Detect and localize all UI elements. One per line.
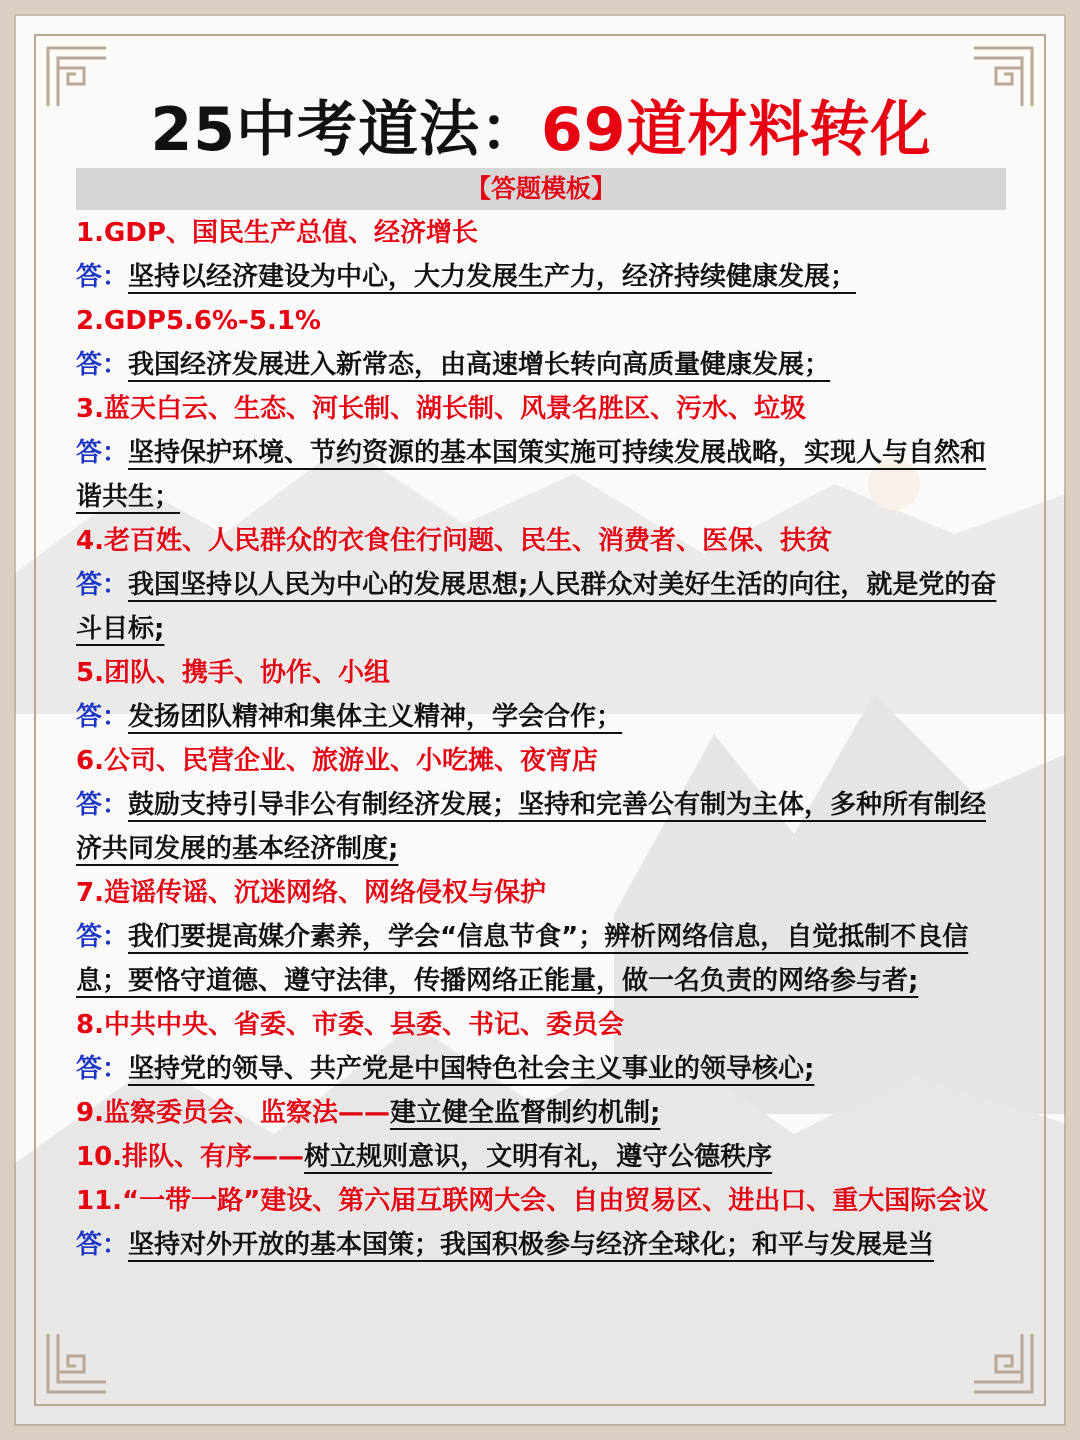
- question-text: 1.GDP、国民生产总值、经济增长: [76, 218, 478, 248]
- question-text: 10.排队、有序——: [76, 1142, 305, 1172]
- answer-text: 我国经济发展进入新常态，由高速增长转向高质量健康发展；: [128, 350, 831, 380]
- question-line: [76, 299, 1006, 343]
- answer-text: 鼓励支持引导非公有制经济发展；坚持和完善公有制为主体，多种所有制经济共同发展的基本经济制度;: [76, 790, 987, 864]
- answer-line: [76, 783, 1006, 871]
- inline-qa-line: [76, 1091, 1006, 1135]
- qa-list: [76, 211, 1006, 1267]
- answer-line: [76, 1047, 1006, 1091]
- answer-line: [76, 255, 1006, 299]
- corner-ornament-icon: [44, 1330, 110, 1396]
- question-line: [76, 651, 1006, 695]
- answer-text: 发扬团队精神和集体主义精神，学会合作；: [128, 702, 623, 732]
- answer-text: 我国坚持以人民为中心的发展思想;人民群众对美好生活的向往，就是党的奋斗目标;: [76, 570, 997, 644]
- answer-text: 坚持对外开放的基本国策；我国积极参与经济全球化；和平与发展是当: [128, 1230, 935, 1260]
- answer-text: 坚持以经济建设为中心，大力发展生产力，经济持续健康发展；: [128, 262, 857, 292]
- answer-text: 坚持保护环境、节约资源的基本国策实施可持续发展战略，实现人与自然和谐共生；: [76, 438, 987, 512]
- corner-ornament-icon: [970, 1330, 1036, 1396]
- question-line: [76, 211, 1006, 255]
- answer-label: 答：: [76, 1230, 129, 1260]
- title-red-part: 69道材料转化: [541, 95, 932, 165]
- answer-text: 建立健全监督制约机制;: [389, 1098, 661, 1128]
- question-text: 11.“一带一路”建设、第六届互联网大会、自由贸易区、进出口、重大国际会议: [76, 1186, 989, 1216]
- question-line: [76, 739, 1006, 783]
- question-line: [76, 1003, 1006, 1047]
- inline-qa-line: [76, 1135, 1006, 1179]
- question-text: 3.蓝天白云、生态、河长制、湖长制、风景名胜区、污水、垃圾: [76, 394, 806, 424]
- template-header-bar: 【答题模板】: [76, 168, 1006, 210]
- question-text: 9.监察委员会、监察法——: [76, 1098, 390, 1128]
- question-text: 6.公司、民营企业、旅游业、小吃摊、夜宵店: [76, 746, 598, 776]
- answer-text: 树立规则意识，文明有礼，遵守公德秩序: [304, 1142, 773, 1172]
- page-title: [76, 90, 1006, 170]
- answer-line: [76, 915, 1006, 1003]
- answer-text: 坚持党的领导、共产党是中国特色社会主义事业的领导核心;: [128, 1054, 815, 1084]
- answer-line: [76, 695, 1006, 739]
- answer-label: 答：: [76, 790, 129, 820]
- answer-line: [76, 563, 1006, 651]
- title-black-part: 25中考道法：: [150, 95, 541, 165]
- question-line: [76, 519, 1006, 563]
- answer-label: 答：: [76, 922, 129, 952]
- question-text: 2.GDP5.6%-5.1%: [76, 306, 321, 336]
- answer-label: 答：: [76, 570, 129, 600]
- question-line: [76, 387, 1006, 431]
- question-line: [76, 871, 1006, 915]
- answer-label: 答：: [76, 262, 129, 292]
- question-line: [76, 1179, 1006, 1223]
- question-text: 4.老百姓、人民群众的衣食住行问题、民生、消费者、医保、扶贫: [76, 526, 832, 556]
- question-text: 5.团队、携手、协作、小组: [76, 658, 390, 688]
- question-text: 7.造谣传谣、沉迷网络、网络侵权与保护: [76, 878, 546, 908]
- answer-line: [76, 1223, 1006, 1267]
- answer-line: [76, 431, 1006, 519]
- answer-line: [76, 343, 1006, 387]
- answer-label: 答：: [76, 1054, 129, 1084]
- page-frame: [14, 14, 1066, 1426]
- answer-label: 答：: [76, 350, 129, 380]
- answer-text: 我们要提高媒介素养，学会“信息节食”；辨析网络信息，自觉抵制不良信息；要恪守道德、遵守法律，传播网络正能量，做一名负责的网络参与者;: [76, 922, 969, 996]
- question-text: 8.中共中央、省委、市委、县委、书记、委员会: [76, 1010, 624, 1040]
- answer-label: 答：: [76, 702, 129, 732]
- answer-label: 答：: [76, 438, 129, 468]
